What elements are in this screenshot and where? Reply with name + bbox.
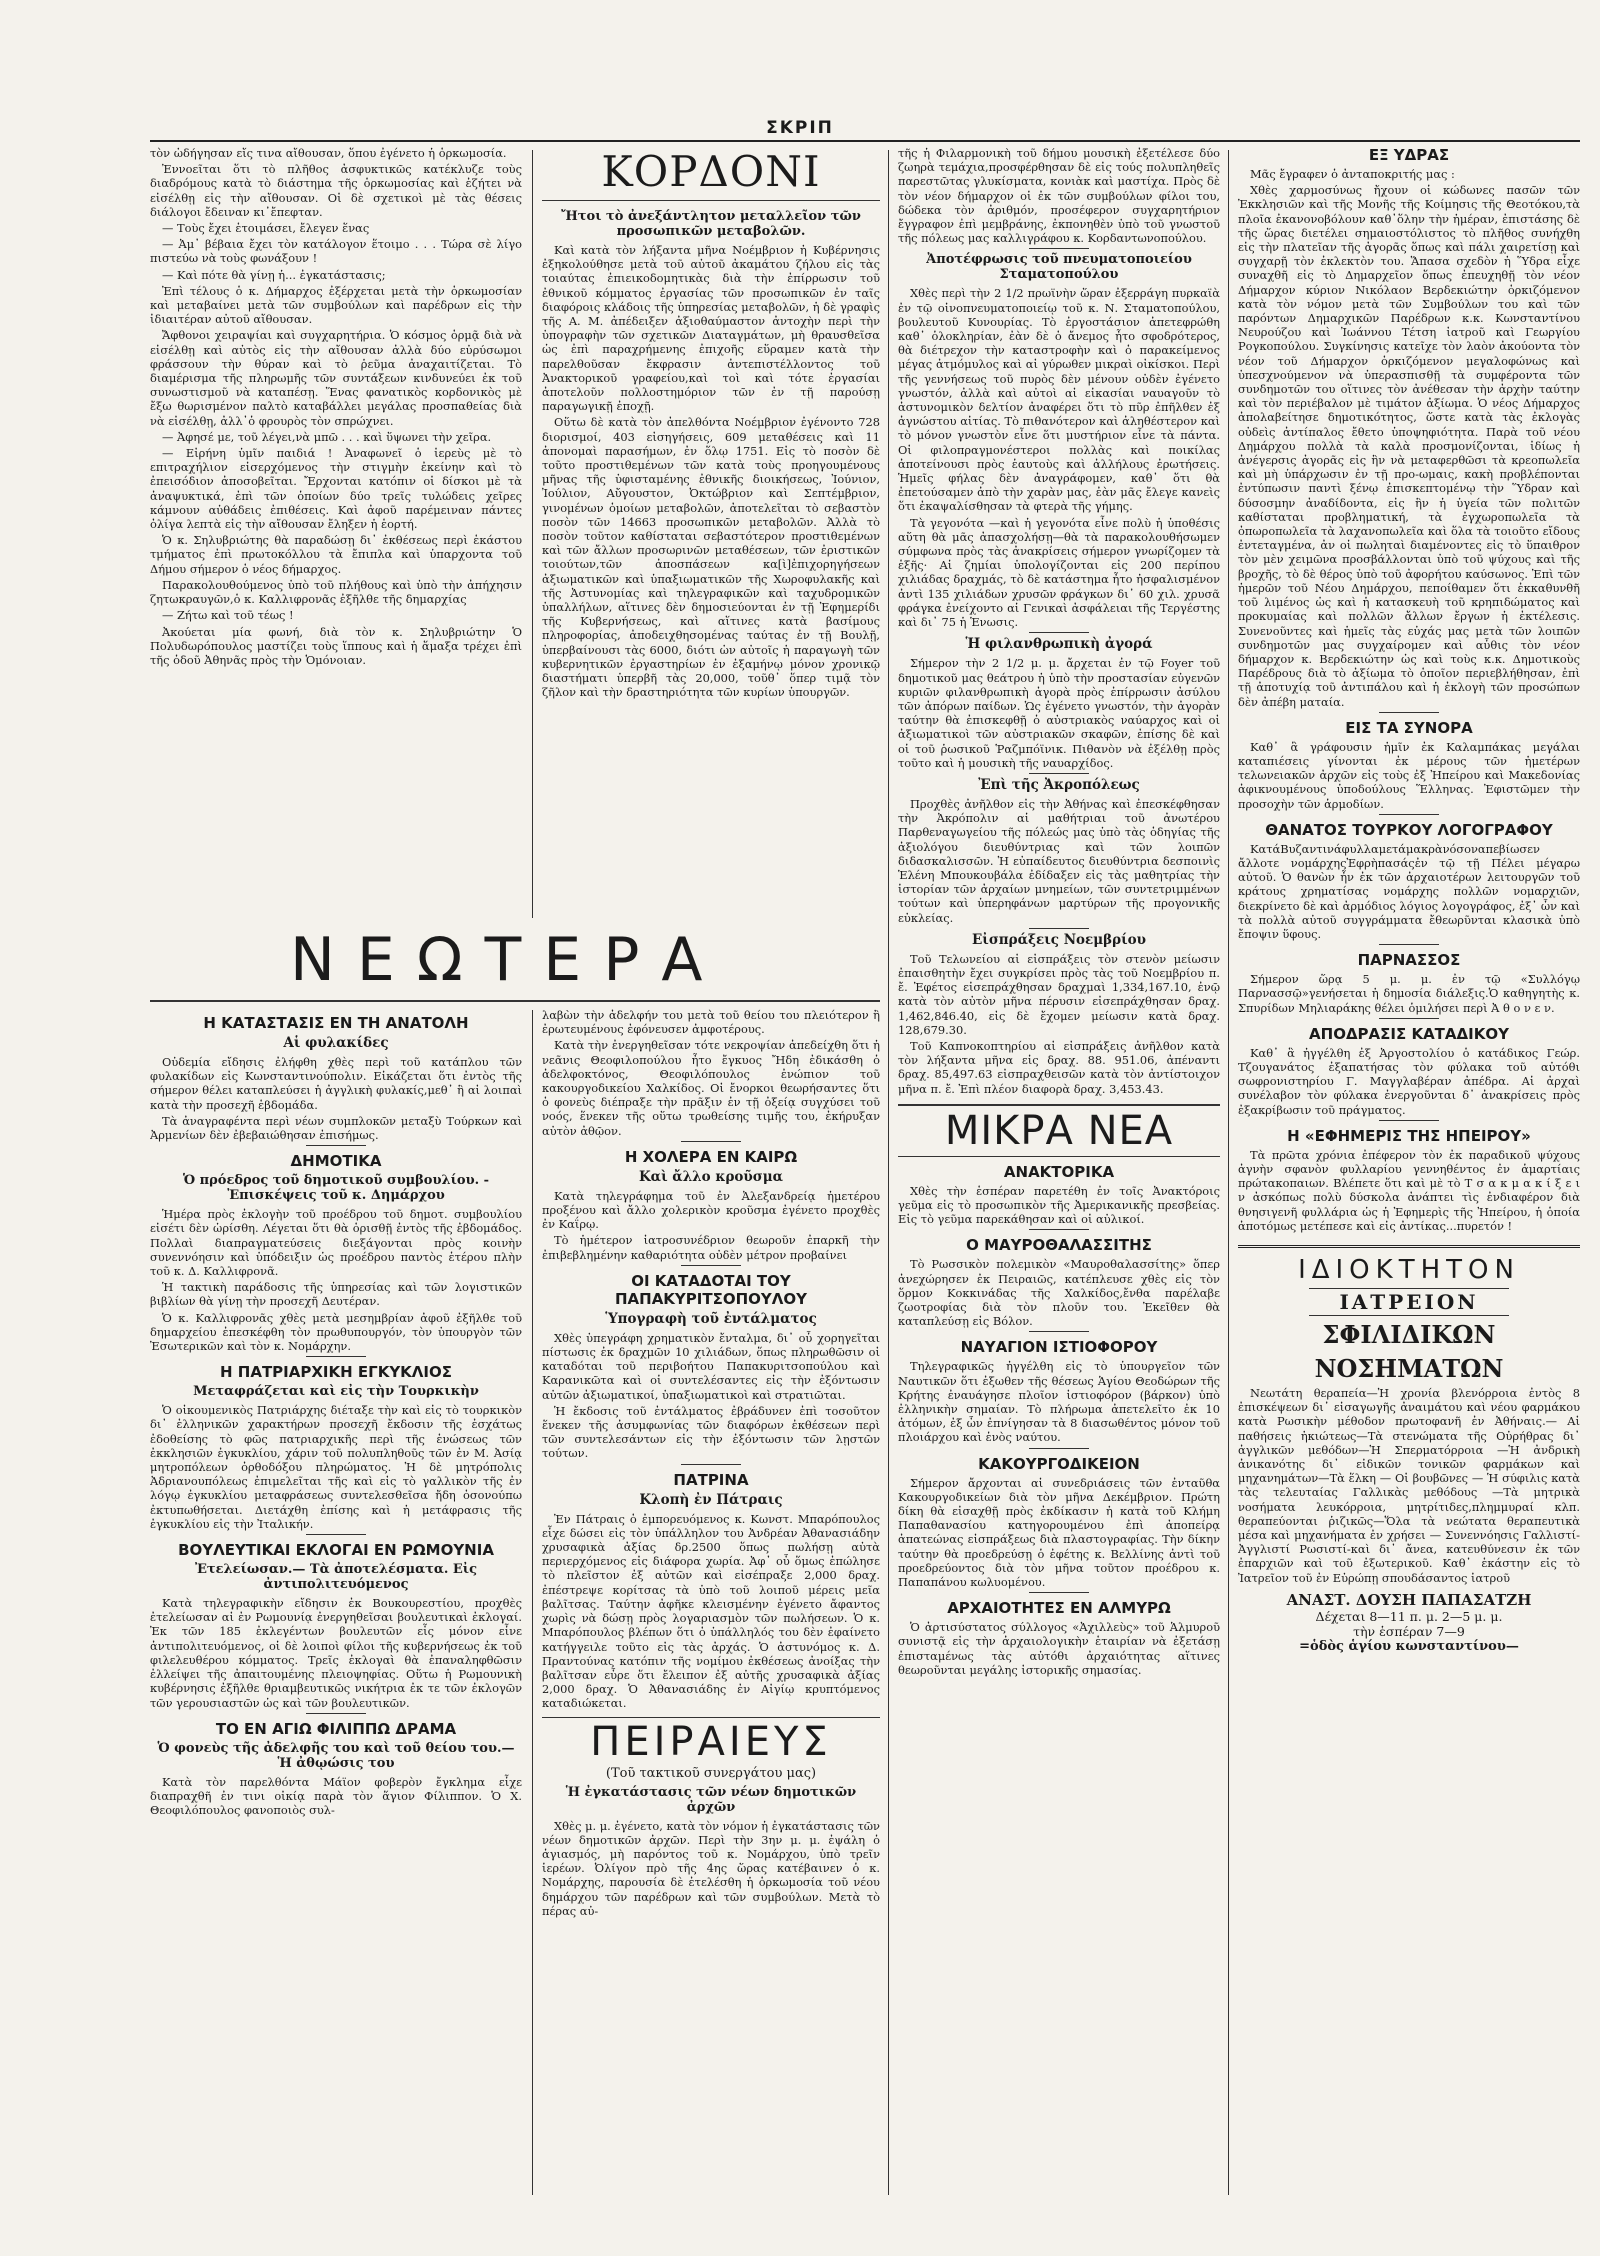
paragraph: Ἡ ἔκδοσις τοῦ ἐντάλματος ἐβράδυνεν ἐπὶ τοσοῦτον ἕνεκεν τῆς ἀσυμφωνίας τῶν διαφόρων ἐκθέσεων περὶ τῶν συντελεσάντων εἰς τὴν ἐξόντωσιν τῶν λῃστῶν τούτων. — [542, 1403, 880, 1461]
paragraph: — Εἰρήνη ὑμῖν παιδιά ! Ἀναφωνεῖ ὁ ἱερεὺς μὲ τὸ επιτραχήλιον εἰσερχόμενος τὴν στιγμὴν ἐκείνην καὶ τὸ ἐπεισόδιον ἀποσοβεῖται. Ἔρχονται κατόπιν οἱ δίσκοι μὲ τὰ ἀναψυκτικά, ἐπὶ τῶν ὁποίων δύο τρεῖς τυλώδεις χεῖρες κάμνουν αὐθάδεις ἐπιθέσεις. Καὶ ἀφοῦ παρέμειναν πάντες ὀλίγα λεπτὰ εἰς τὴν αἴθουσαν ἔληξεν ἡ ἑορτή. — [150, 446, 522, 532]
paragraph: Ὁ κ. Σηλυβριώτης θὰ παραδώσῃ δι᾿ ἐκθέσεως περὶ ἑκάστου τμήματος ἐπὶ πρωτοκόλλου τὰ ἔπιπλα καὶ ὑπαρχοντα τοῦ Δήμου σήμερον ὁ νέος δήμαρχος. — [150, 533, 522, 576]
headline: ΠΑΡΝΑΣΣΟΣ — [1357, 951, 1461, 970]
divider — [306, 1145, 366, 1146]
paragraph: Ἡ τακτικὴ παράδοσις τῆς ὑπηρεσίας καὶ τῶν λογιστικῶν βιβλίων θὰ γίνῃ τὴν προσεχῆ Δευτέραν. — [150, 1280, 522, 1309]
paragraph: Παρακολουθούμενος ὑπὸ τοῦ πλήθους καὶ ὑπὸ τὴν ἀπήχησιν ζητωκραυγῶν,ὁ κ. Καλλιφρονᾶς ἐξῆλθε τῆς δημαρχίας — [150, 577, 522, 607]
divider — [1379, 1120, 1439, 1121]
neotera-banner — [150, 925, 880, 995]
paragraph: Χθὲς περὶ τὴν 2 1/2 πρωϊνὴν ὥραν ἐξερράγη πυρκαϊὰ ἐν τῷ οἰνοπνευματοποιείῳ τοῦ κ. Ν. Σταματοπούλου, βουλευτοῦ Κυνουρίας. Τὸ ἐργοστάσιον ἀπετεφρώθη καθ᾿ ὁλοκληρίαν, ἐὰν δὲ ὁ ἄνεμος ἦτο σφοδρότερος, θὰ διέτρεχον τὴν καταστροφὴν καὶ ὁ παρακείμενος μέγας ἀτμόμυλος καὶ αἱ γύρωθεν μικραὶ οἰκίσκοι. Περὶ τῆς γεννήσεως τοῦ πυρὸς δὲν μένουν οὐδὲν ἐγένετο γνωστόν, ἀλλὰ καὶ αὐτοὶ αἰ εἰκασίαι ναυαγοῦν τὸ ἀστυνομικὸν δελτίον ἀναφέρει ὅτι τὸ πῦρ ἐπῆλθεν ἐξ ἀγνώστου αἰτίας. Τὸ πιθανότερον καὶ ἀληθέστερον καὶ τὸ μόνον γνωστὸν εἶνε ὅτι μυστήριον εἶνε τὰ πάντα. Οἱ φιλοπραγμονέστεροι πολλὰς καὶ ποικίλας ἀποτείνουσι πρὸς ἑαυτοὺς καὶ ἀλλήλους ἐρωτήσεις. Ἡμεῖς φήλας δὲν ἀναγράφομεν, καθ᾿ ὅτι θὰ ἐπετούσαμεν ἀπὸ τὴν χαρὰν μας, ἐὰν μᾶς ἔλεγε κανεὶς ὅτι ἐκαψαλίσθησαν τὰ φτερὰ τῆς γήμης. — [898, 286, 1220, 514]
section-rule — [150, 1000, 880, 1002]
headline: Ο ΜΑΥΡΟΘΑΛΑΣΣΙΤΗΣ — [966, 1236, 1152, 1255]
paragraph: Καὶ κατὰ τὸν λήξαντα μῆνα Νοέμβριον ἡ Κυβέρνησις ἐξηκολούθησε μετὰ τοῦ αὐτοῦ ἀκαμάτου ζήλου εἰς τὰς τοιαύτας ἐπιεικοδομητικὰς διὰ τὴν ἐπίρρωσιν τοῦ ἐθνικοῦ κόμματος ἐργασίας τῶν προσωπικῶν ἐν ταῖς διαφόροις κλάδοις τῆς ὑπηρεσίας μεταβολῶν, ἡ δὲ γραφὶς τῆς Α. Μ. ἀπέδειξεν ἀξιοθαύμαστον ἀντοχὴν περὶ τὴν ὑπογραφὴν τῶν σχετικῶν Διαταγμάτων, μὴ θραυσθεῖσα ὡς ἐπὶ παραχρήμενης ἐπιχοῆς εὕραμεν κατὰ τὴν παρελθοῦσαν ἔκφρασιν ἀντεπιστέλλοντος τοῦ Ἀνακτορικοῦ γραφείου,καὶ τοὶ καὶ τότε ἐργασίαι ἀποτελοῦν πολλοστημόριον τῶν ἐν τῇ παρούσῃ παραγωγικῇ ἐποχῇ. — [542, 243, 880, 414]
paragraph: τὸν ὡδήγησαν εἴς τινα αἴθουσαν, ὅπου ἐγένετο ἡ ὁρκωμοσία. — [150, 146, 507, 160]
paragraph: Σήμερον ἄρχονται αἱ συνεδριάσεις τῶν ἐνταῦθα Κακουργοδικείων διὰ τὸν μῆνα Δεκέμβριον. Πρώτη δίκη θὰ εἰσαχθῇ πρὸς ἐκδίκασιν ἡ κατὰ τοῦ Κλήμη Παπαθανασίου κατηγορουμένου ἐπὶ ἀποπείρᾳ ἀπατεώνας εἰσπράξεως διὰ πλαστογραφίας. Τὴν δίκην ταύτην θὰ προεδρεύσῃ ὁ ἐφέτης κ. Βελλίνης ἀντὶ τοῦ προεδρεύοντος διὰ τὸν μῆνα τοῦτον προέδρου κ. Παπαπάνου κωλυομένου. — [898, 1475, 1220, 1590]
headline: Η ΠΑΤΡΙΑΡΧΙΚΗ ΕΓΚΥΚΛΙΟΣ — [220, 1363, 452, 1382]
divider — [681, 1265, 741, 1266]
headline: ΒΟΥΛΕΥΤΙΚΑΙ ΕΚΛΟΓΑΙ ΕΝ ΡΩΜΟΥΝΙΑ — [178, 1541, 494, 1560]
paragraph: — Ἀφησέ με, τοῦ λέγει,νὰ μπῶ . . . καὶ ὕψωνει τὴν χεῖρα. — [162, 429, 492, 444]
subheadline: Ὑπογραφὴ τοῦ ἐντάλματος — [605, 1310, 817, 1327]
headline: ΕΙΣ ΤΑ ΣΥΝΟΡΑ — [1345, 718, 1473, 737]
divider — [1029, 1448, 1089, 1449]
headline: Η ΚΑΤΑΣΤΑΣΙΣ ΕΝ ΤΗ ΑΝΑΤΟΛΗ — [203, 1014, 469, 1032]
neotera-column-2 — [542, 1008, 880, 2193]
headline: ΑΠΟΔΡΑΣΙΣ ΚΑΤΑΔΙΚΟΥ — [1309, 1024, 1509, 1043]
paragraph: Τὰ γεγονότα —καὶ ἡ γεγονότα εἶνε πολὺ ἡ ὑποθέσις αὕτη θὰ μᾶς ἀπασχολήσῃ—θὰ τὰ παρακολουθήσωμεν σύμφωνα πρὸς τὰς ἀνακρίσεις σήμερον γνωρίζομεν τὰ ἑξῆς· Αἱ ζημίαι ὑπολογίζονται εἰς 200 περίπου χιλιάδας δραχμάς, τὸ δὲ κατάστημα ἦτο ἠσφαλισμένον ἀντὶ 135 χιλιάδων χρυσῶν φράγκων δι᾿ 60 χιλ. χρυσᾶ φράγκα ἐνείχοντο αἱ Γενικαὶ ἀσφάλειαι τῆς Τεργέστης καὶ δι᾿ 75 ἡ Ἑνωσις. — [898, 515, 1220, 630]
paragraph: Καθ᾿ ἃ ἠγγέλθη ἐξ Ἀργοστολίου ὁ κατάδικος Γεώρ. Τζουγανάτος ἐξαπατήσας τὸν φύλακα τοῦ αὐτόθι σωφρονιστηρίου Γ. Μαγγλαβέραν ἀπέδρα. Αἱ ἀρχαὶ συνέλαβον τὸν φύλακα ἐνεργοῦνται δ᾿ ἀνακρίσεις πρὸς ἐξακρίβωσιν τοῦ πράγματος. — [1238, 1045, 1580, 1117]
paragraph: Ἐν Πάτραις ὁ ἐμπορευόμενος κ. Κωνστ. Μπαρόπουλος εἶχε δώσει εἰς τὸν ὑπάλληλον του Ἀνδρέαν Ἀθανασιάδην χρυσαφικὰ ἀξίας δρ.2500 ὅπως πωλήσῃ αὐτὰ περιερχόμενος εἰς διάφορα χωρία. Ἀφ᾿ οὗ ὅμως ἐπώλησε τὸ πλεῖστον ἐξ αὐτῶν καὶ εἰσέπραξε 2,000 δραχ. ἐπέστρεψε κορίτσας τὰ ὑπὸ τοῦ λοιποῦ μέρεις μεῖα βαλῖτσας. Ταύτην ἀφῆκε κλεισμένην ἐγένετο ἄφαντος χωρὶς νὰ δώσῃ πρὸς λογαριασμὸν τῶν πωλήσεων. Ὁ κ. Μπαρόπουλος βλέπων ὅτι ὁ ὑπάλληλός του δὲν ἐφαίνετο κατήγγειλε τοῦτο εἰς τὰς ἀρχάς. Ὁ ἀστυνόμος κ. Δ. Πραντούνας κατόπιν τῆς νομίμου ἐκθέσεως ἀνοίξας τὴν βαλῖτσαν εὗρε ὅτι ἔλειπον ἐξ αὐτῆς χρυσαφικὰ ἀξίας 2,000 δραχ. Ὁ Ἀθανασιάδης ἐν Αἰγίῳ κρυπτόμενος καταδιώκεται. — [542, 1511, 880, 1711]
ad-hours-evening: τὴν ἑσπέραν 7—9 — [1353, 1623, 1465, 1639]
kordoni-article — [542, 146, 880, 916]
paragraph: τῆς ἡ Φιλαρμονικὴ τοῦ δήμου μουσικὴ ἐξετέλεσε δύο ζωηρὰ τεμάχια,προσφέρθησαν δὲ εἰς τούς πολυπληθεῖς παρεστῶτας γλυκίσματα, κονιὰκ καὶ μαστίχα. Πρὸς δὲ τὸν νέον δήμαρχον οἱ ἐκ τῶν συμβούλων φίλοι του, δώδεκα τὸν ἀριθμόν, προσέφερον συγχαρητήριον ἔγγραφον ἐπὶ μεμβράνης, ἐκπονηθὲν ὑπὸ τοῦ γνωστοῦ τῆς πόλεως μας καλλιγράφου κ. Κορδαντωνοπούλου. — [898, 146, 1220, 246]
divider — [681, 1141, 741, 1142]
kordoni-subtitle: Ἤτοι τὸ ἀνεξάντλητον μεταλλεῖον τῶν προσωπικῶν μεταβολῶν. — [561, 209, 861, 239]
byline: (Τοῦ τακτικοῦ συνεργάτου μας) — [605, 1765, 817, 1781]
divider — [1029, 632, 1089, 633]
headline: ΑΝΑΚΤΟΡΙΚΑ — [1003, 1162, 1115, 1181]
paragraph: Τὰ πρῶτα χρόνια ἐπέφερον τὸν ἐκ παραδικοῦ ψύχους ἀγνὴν σφανὸν φυλλαρίου γεννηθέντος ἐν ἁμαρτίαις πρώτακοπαιων. Βλέπετε ὅτι καὶ μὲ τὸ Τ σ α κ μ α κ ί ξ ε ι ν ἀσκόπως πολὺ δύσκολα ἀνάπτει τὶς ἐνδιαφέρον διὰ θνησιγενῆ φυλλάρια ὡς ἡ Ἐφημερὶς τῆς Ἠπείρου, ἡ ὁποία ἀποτόμως μετέπεσε καὶ εἰς ἀντίκας...πυρετόν ! — [1238, 1147, 1580, 1233]
ad-address: =ὁδὸς ἁγίου κωνσταντίνου— — [1299, 1638, 1519, 1654]
column-rule — [532, 1010, 533, 2195]
paragraph: Ὁ οἰκουμενικὸς Πατριάρχης διέταξε τὴν καὶ εἰς τὸ τουρκικὸν δι᾿ ἑλληνικῶν χαρακτήρων προσεχῆ ἔκδοσιν τῆς ἐσχάτως ἐδοθείσης τὸ φῶς πατριαρχικῆς περὶ τῆς ἑνώσεως τῶν ἐκκλησιῶν ἐγκυκλίου, χάριν τοῦ πολυπληθοῦς τῶν ἐν Μ. Ἀσίᾳ μητροπόλεων ὀρθοδόξου πληρώματος. Ἡ δὲ μητρόπολις Ἀδριανουπόλεως ἐπιμελεῖται τῆς καὶ εἰς τὸ γαλλικὸν τῆς ἐν λόγῳ ἐγκυκλίου μεταφράσεως συντελεσθεῖσα ἤδη ὁσονούπω ἐκτυπωθήσεται. Διετάχθη ἐπίσης καὶ ἡ μετάφρασις τῆς ἐγκυκλίου εἰς τὴν Ἰταλικήν. — [150, 1403, 522, 1531]
paragraph: Ὁ κ. Καλλιφρονᾶς χθὲς μετὰ μεσημβρίαν ἀφοῦ ἐξῆλθε τοῦ δημαρχείου ἐπεσκέφθη τὸν πρωθυπουργόν, τὸν ὑπουργὸν τῶν Ἐσωτερικῶν καὶ τὸν κ. Νομάρχην. — [150, 1310, 522, 1354]
column-4 — [1238, 146, 1580, 2191]
ad-line-1: ΙΔΙΟΚΤΗΤΟΝ — [1298, 1255, 1520, 1285]
paragraph: Χθὲς μ. μ. ἐγένετο, κατὰ τὸν νόμον ἡ ἐγκατάστασις τῶν νέων δημοτικῶν ἀρχῶν. Περὶ τὴν 3ην μ. μ. ἐψάλη ὁ ἁγιασμός, μὴ παρόντος τοῦ κ. Νομάρχου, ὑπὸ τρεῖν ἱερέων. Ὀλίγον πρὸ τῆς 4ης ὥρας κατέβαινεν ὁ κ. Νομάρχης, παρουσία δὲ ἐτελέσθη ἡ ὁρκωμοσία τοῦ νέου δημάρχου τῶν παρέδρων καὶ τῶν συμβούλων. Μετὰ τὸ πέρας αὐ- — [542, 1818, 880, 1918]
divider — [1029, 1331, 1089, 1332]
paragraph: Κατὰ τὸν παρελθόντα Μάϊον φοβερὸν ἔγκλημα εἶχε διαπραχθῆ ἐν τινι οἰκίᾳ παρὰ τὸν ἅγιον Φίλιππον. Ὁ Χ. Θεοφιλόπουλος φανοποιὸς συλ- — [150, 1774, 522, 1818]
neotera-column-1 — [150, 1008, 522, 2193]
paragraph: — Καὶ πότε θὰ γίνῃ ἡ... ἐγκατάστασις; — [162, 267, 386, 282]
paragraph: Τὸ Ρωσσικὸν πολεμικὸν «Μαυροθαλασσίτης» ὅπερ ἀνεχώρησεν ἐκ Πειραιῶς, κατέπλευσε χθὲς εἰς τὸν ὅρμον Κοκκινάδας τῆς Χαλκίδος,ἔνθα παρέλαβε ζωοτροφίας διὰ τὸν πλοῦν του. Ἐκεῖθεν θὰ καταπλεύσῃ εἰς Βόλον. — [898, 1257, 1220, 1329]
paragraph: Τὰ ἀναγραφέντα περὶ νέων συμπλοκῶν μεταξὺ Τούρκων καὶ Ἀρμενίων δὲν ἐβεβαιώθησαν ἐπισήμως. — [150, 1113, 522, 1143]
paragraph: Τὸ ἡμέτερον ἰατροσυνέδριον θεωροῦν ἐπαρκῆ τὴν ἐπιβεβλημένην καθαριότητα οὐδὲν μέτρον προβαίνει — [542, 1233, 880, 1262]
subheadline: Ὁ φονεὺς τῆς ἀδελφῆς του καὶ τοῦ θείου του.— Ἡ ἀθῳώσις του — [157, 1740, 515, 1771]
subheadline: Κλοπὴ ἐν Πάτραις — [639, 1491, 783, 1508]
paragraph: Σήμερον τὴν 2 1/2 μ. μ. ἄρχεται ἐν τῷ Foyer τοῦ δημοτικοῦ μας θεάτρου ἡ ὑπὸ τὴν προστασίαν εὐγενῶν κυριῶν φιλανθρωπικὴ ἀγορὰ πρὸς ἐπίρρωσιν ἀσύλου τῶν ἀπόρων παίδων. Ὡς ἐγένετο γνωστόν, τὴν ἀγορὰν ταύτην θὰ ἐπισκεφθῇ ὁ αὐστριακὸς ναύαρχος καὶ οἱ ἀξιωματικοὶ τῶν αὐστριακῶν σκαφῶν, ἐπίσης δὲ καὶ οἱ τοῦ ῥωσικοῦ Ῥαζμπόϊνικ. Πιθανὸν νὰ ἐξέλθῃ πρὸς τοῦτο καὶ ἡ μουσικὴ τῆς ναυαρχίδος. — [898, 656, 1220, 770]
paragraph: Τηλεγραφικῶς ἠγγέλθη εἰς τὸ ὑπουργεῖον τῶν Ναυτικῶν ὅτι ἐξωθεν τῆς θέσεως Ἁγίου Θεοδώρων τῆς Κρήτης ἐναυάγησε πλοῖον ἱστιοφόρον (βάρκον) ὑπὸ ἐλληνικὴν σημαίαν. Τὸ πλήρωμα ἀπετελεῖτο ἐκ 10 ἀτόμων, ἐξ ὧν ἐπνίγησαν τὰ 8 διασωθέντος μόνον τοῦ πλοιάρχου καὶ ἑνὸς ναύτου. — [898, 1359, 1220, 1445]
paragraph: Ἐπὶ τέλους ὁ κ. Δήμαρχος ἐξέρχεται μετὰ τὴν ὁρκωμοσίαν καὶ μεταβαίνει μετὰ τῶν συμβούλων καὶ παρέδρων εἰς τὴν ἰδιαιτέραν αὐτοῦ αἴθουσαν. — [150, 283, 522, 327]
paragraph: — Ζήτω καὶ τοῦ τέως ! — [162, 608, 294, 623]
subheadline: Αἱ φυλακίδες — [283, 1035, 389, 1051]
divider — [1029, 1229, 1089, 1230]
divider — [1029, 773, 1089, 774]
paragraph: Χθὲς τὴν ἑσπέραν παρετέθη ἐν τοῖς Ἀνακτόροις γεῦμα εἰς τὸ προσωπικὸν τῆς Ἀμερικανικῆς πρεσβείας. Εἰς τὸ γεῦμα παρεκάθησαν καὶ οἱ αὐλικοί. — [898, 1183, 1220, 1227]
column-rule — [1228, 150, 1229, 2195]
divider — [306, 1713, 366, 1714]
headline: ΝΑΥΑΓΙΟΝ ΙΣΤΙΟΦΟΡΟΥ — [960, 1338, 1158, 1357]
divider — [306, 1534, 366, 1535]
divider — [1379, 712, 1439, 713]
paragraph: Σήμερον ὥρᾳ 5 μ. μ. ἐν τῷ «Συλλόγῳ Παρνασσῷ»γενήσεται ἡ δημοσία διάλεξις.Ὁ καθηγητὴς κ. Σπυρίδων Μηλιαράκης θέλει ὁμιλήσει περὶ Ἀ θ ο ν ε ν. — [1238, 972, 1580, 1015]
headline: Η ΧΟΛΕΡΑ ΕΝ ΚΑΙΡΩ — [624, 1147, 798, 1166]
headline: Ἀποτέφρωσις τοῦ πνευματοποιείου Σταματοπούλου — [926, 252, 1192, 283]
mikra-nea-title: ΜΙΚΡΑ ΝΕΑ — [944, 1107, 1174, 1154]
paragraph: Ἡμέρα πρὸς ἐκλογὴν τοῦ προέδρου τοῦ δημοτ. συμβουλίου εἰσέτι δὲν ὡρίσθη. Λέγεται ὅτι θὰ ὁρισθῇ ἐντὸς τῆς ἐβδομάδος. Πολλαὶ διαπραγματεύσεις διεξάγονται πρὸς κοινὴν συνεννόησιν καὶ ὑπόδειξιν ὡς προέδρου παντὸς ἑτέρου πλὴν τοῦ κ. Δ. Καλλιφρονᾶ. — [150, 1207, 522, 1279]
paragraph: Τοῦ Τελωνείου αἱ εἰσπράξεις τὸν στενὸν μείωσιν ἐπαισθητὴν ἔχει συγκρίσει πρὸς τὰς τοῦ Νοεμβρίου π. ἔ. Ἐφέτος εἰσεπράχθησαν δραχμαὶ 1,334,167.10, ἐνῷ κατὰ τὸν αὐτὸν μῆνα πέρυσιν εἰσεπράχθησαν δραχ. 1,462,846.40, εἰς δὲ ἔχομεν μείωσιν κατὰ δραχ. 128,679.30. — [898, 951, 1220, 1037]
column-3 — [898, 146, 1220, 2191]
divider — [898, 1156, 1220, 1157]
paragraph: Οὕτω δὲ κατὰ τὸν ἀπελθόντα Νοέμβριον ἐγένοντο 728 διορισμοί, 403 εἰσηγήσεις, 609 μεταθέσεις καὶ 11 ἀπονομαὶ παρασήμων, ἐν ὅλῳ 1751. Εἰς τὸ ποσὸν δὲ τοῦτο προστιθεμένων τῶν κατὰ τοὺς προηγουμένους μῆνας τῆς ὑφισταμένης ἐθνικῆς διοικήσεως, Ἰούνιον, Ἰούλιον, Αὔγουστον, Ὀκτώβριον καὶ Σεπτέμβριον, γινομένων ὁμοίων μεταβολῶν, ἀποτελεῖται τὸ σεβαστὸν ποσὸν τῶν 14663 προσωπικῶν μεταβολῶν. Ἀλλὰ τὸ ποσὸν τοῦτον καθίσταται σεβαστότερον προστιθεμένων καὶ τῶν ἄλλων προσωρινῶν μεταθέσεων, τῶν ἐριστικῶν τοιούτων,τῶν ἀποσπάσεων κα[ὶ]ἐπιχορηγήσεων ἀξιωματικῶν καὶ ὑπαξιωματικῶν τῆς Χωροφυλακῆς καὶ τῆς Ἀστυνομίας καὶ τηλεγραφικῶν καὶ ταχυδρομικῶν ὑπαλλήλων, αἵτινες δὲν δημοσιεύονται ἐν τῇ Ἐφημερίδι τῆς Κυβερνήσεως, καὶ αἵτινες κατὰ βασίμους πληροφορίας, ἀποδειχθησομένας ταύτας ἐν τῇ Βουλῇ, ὑπερβαίνουσι τὰς 6000, διότι ὡν αὐτοῖς ἡ παραγωγὴ τῶν κυβερνητικῶν ἐργαστηρίων ἐν ἐξαμήνῳ μόνον χρονικῷ διαστήματι ὑπερβῆ τὰς 20,000, τοῦθ᾿ ὅπερ τιμᾷ τὸν ζῆλον καὶ τὴν δραστηριότητα τῶν κυρίων ὑπουργῶν. — [542, 415, 880, 700]
kordoni-title: ΚΟΡΔΟΝΙ — [542, 146, 880, 201]
paragraph: Χθὲς ὑπεγράφη χρηματικὸν ἔνταλμα, δι᾿ οὗ χορηγεῖται πίστωσις ἐκ δραχμῶν 10 χιλιάδων, ὅπως πληρωθῶσιν οἱ καταδόται τοῦ περιβοήτου Παπακυριτσοπούλου καὶ Καρανικῶτα καὶ οἱ συντελέσαντες εἰς τὴν ἐξόντωσιν αὐτῶν ἀξιωματικοί, ὑπαξιωματικοὶ καὶ στρατιῶται. — [542, 1330, 880, 1402]
divider — [1379, 814, 1439, 815]
header-rule — [150, 140, 1580, 142]
headline: ΕΞ ΥΔΡΑΣ — [1368, 146, 1450, 164]
divider — [306, 1356, 366, 1357]
column-rule — [532, 150, 533, 918]
headline: Η «ΕΦΗΜΕΡΙΣ ΤΗΣ ΗΠΕΙΡΟΥ» — [1287, 1126, 1531, 1145]
paragraph: Προχθὲς ἀνῆλθον εἰς τὴν Ἀθήνας καὶ ἐπεσκέφθησαν τὴν Ἀκρόπολιν αἱ μαθήτριαι τοῦ ἀνωτέρου Παρθεναγωγείου τῆς πόλεώς μας ὑπὸ τὰς ὁδηγίας τῆς ἀξιολόγου διευθύντριας καὶ τῶν λοιπῶν διδασκαλισσῶν. Ἡ εὐπαίδευτος διευθύντρια δεσποινὶς Ἑλένη Μπουκουβάλα ἐδίδαξεν εἰς τὰς μαθητρίας τὴν ἱστορίαν τῶν ἀρχαίων μνημείων, τῶν συντετριμμένων τούτων καὶ ὑπερηφάνων μαρτύρων τῆς προγονικῆς εὐκλείας. — [898, 796, 1220, 925]
ad-line-2: ΙΑΤΡΕΙΟΝ — [1309, 1288, 1509, 1316]
divider — [1029, 248, 1089, 249]
paragraph: Κατὰ τὴν ἐνεργηθεῖσαν τότε νεκροψίαν ἀπεδείχθη ὅτι ἡ νεᾶνις Θεοφιλοπούλου ἦτο ἔγκυος Ἤδη ἐδικάσθη ὁ ἀδελφοκτόνος, Θεοφιλόπουλος ἐνώπιον τοῦ κακουργοδικείου Χαλκίδος. Οἱ ἔνορκοι θεωρήσαντες ὅτι ὁ φονεὺς διέπραξε τὴν πρᾶξιν ἐν τῇ ὀξείᾳ συγχύσει τοῦ νοός, ἕνεκεν τῆς οὕτω τρωθείσης τιμῆς του, ἐκήρυξαν αὐτὸν ἀθῷον. — [542, 1038, 880, 1138]
headline: ΤΟ ΕΝ ΑΓΙΩ ΦΙΛΙΠΠΩ ΔΡΑΜΑ — [215, 1719, 457, 1738]
paragraph: Ἐννοεῖται ὅτι τὸ πλῆθος ἀσφυκτικῶς κατέκλυζε τοὺς διαδρόμους κατὰ τὸ διάστημα τῆς ὁρκωμοσίας καὶ ἐζήτει νὰ εἰσέλθῃ εἰς τὴν αἴθουσαν. Οἱ δὲ σχετικοὶ μὲ τὰς θέσεις διάλογοι ἔδειναν κι᾿ἔπεφταν. — [150, 162, 522, 219]
paragraph: Καθ᾿ ἃ γράφουσιν ἡμῖν ἐκ Καλαμπάκας μεγάλαι καταπιέσεις γίνονται ἐκ μέρους τῶν ἡμετέρων τελωνειακῶν ἀρχῶν εἰς τοὺς ἐξ Ἠπείρου καὶ Μακεδονίας ἀφικνουμένους ὑποδούλους Ἕλληνας. Ἐφιστῶμεν τὴν προσοχὴν τῶν ἁρμοδίων. — [1238, 739, 1580, 811]
paragraph: Κατὰ τηλεγραφικὴν εἴδησιν ἐκ Βουκουρεστίου, προχθὲς ἐτελείωσαν αἱ ἐν Ρωμουνίᾳ ἐνεργηθεῖσαι βουλευτικαὶ ἐκλογαί. Ἐκ τῶν 185 ἐκλεγέντων βουλευτῶν εἷς μόνον εἶνε ἀντιπολιτευόμενος, οἱ δὲ λοιποὶ φίλοι τῆς κυβερνήσεως ἐκ τοῦ φιλελευθέρου κόμματος. Τρεῖς ἐκλογαὶ θὰ ἐπαναληφθῶσιν ἐλλείψει τῆς ἀπαιτουμένης πλειοψηφίας. Οὕτω ἡ Ρωμουνικὴ κυβέρνησις ἐξῆλθε θριαμβευτικῶς νικήτρια ἐκ τε τῶν ἐκλογῶν τῶν γερουσιαστῶν ὡς καὶ τῶν βουλευτικῶν. — [150, 1596, 522, 1710]
paragraph: ΚατάΒυζαντινάφυλλαμετάμακρὰνόσοναπεβίωσεν ἄλλοτε νομάρχηςἘφρὴπασάςἐν τῷ τῇ Πέλει μέγαρω αὐτοῦ. Ὁ θανὼν ἦν ἐκ τῶν ἀρχαιοτέρων λειτουργῶν τοῦ κράτους χρηματίσας νομάρχης πολλῶν νομαρχιῶν, διεκρίνετο δὲ καὶ ἀρμόδιος λόγιος λογογράφος, ἐξ᾿ ὧν καὶ τὰ πολλὰ αὐτοῦ συγγράμματα ἔθεωρῦνται κλασικὰ ὑπὸ ἔποψιν ὕφους. — [1238, 841, 1580, 941]
paragraph: Νεωτάτη θεραπεία—Ἡ χρονία βλενόρροια ἐντὸς 8 ἐπισκέψεων δι᾿ εἰσαγωγῆς ἀναιμάτου καὶ νέου φαρμάκου κατὰ Ρωσικὴν μέθοδον πρωτοφανῆ ἐν Ἀθήναις.— Αἱ παθήσεις ἡκιώτεως—Τὰ στενώματα τῆς Οὐρήθρας δι᾿ ἀγγλικῶν μεθόδων—Ἡ Σπερματόρροια —Ἡ ἀνδρικὴ ἀνικανότης δι᾿ εἰδικῶν τονικῶν φαρμάκων καὶ μηχανημάτων—Τὰ ἕλκη — Οἱ βουβῶνες — Ἡ σύφιλις κατὰ τὰς τελευταίας Γαλλικὰς μεθόδους —Τὰ μητρικὰ νοσήματα λευκόρροια, μητρίτιδες,πλημμυραί κλπ. θεραπεύονται ῥιζικῶς—Ὅλα τὰ νεώτατα θεραπευτικὰ μέσα καὶ μηχανήματα ἐν χρήσει — Συνεννόησις Γαλλιστί-Ἀγγλιστί Ρωσιστί-καὶ δι᾿ ἄνεα, κατευθύνεσιν ἐκ τῶν ἐπαρχιῶν καὶ τοῦ ἐξωτερικοῦ. Καθ᾿ ἑκάστην εἰς τὸ Ἰατρεῖον τοῦ ἐν Εὐρώπῃ σπουδάσαντος ἰατροῦ — [1238, 1386, 1580, 1585]
paragraph: λαβὼν τὴν ἀδελφήν του μετὰ τοῦ θείου του πλειότερον ἢ ἐρωτευμένους ἐφόνευσεν ἀμφοτέρους. — [542, 1008, 880, 1037]
paragraph: Μᾶς ἔγραφεν ὁ ἀνταποκριτής μας : — [1250, 167, 1455, 181]
paragraph: Οὐδεμία εἴδησις ἐλήφθη χθὲς περὶ τοῦ κατάπλου τῶν φυλακίδων εἰς Κωνσταντινούπολιν. Εἰκάζεται ὅτι ἐντὸς τῆς σήμερον θέλει καταπλεύσει ἡ ἀγγλικὴ φυλακίς,μεθ᾿ ἣ αἱ λοιπαὶ κατὰ τὴν προσεχῆ ἑβδομάδα. — [150, 1055, 522, 1112]
headline: ΚΑΚΟΥΡΓΟΔΙΚΕΙΟΝ — [978, 1454, 1140, 1473]
headline: ΘΑΝΑΤΟΣ ΤΟΥΡΚΟΥ ΛΟΓΟΓΡΑΦΟΥ — [1265, 820, 1553, 839]
headline: Ἡ φιλανθρωπικὴ ἀγορά — [965, 636, 1153, 653]
subheadline: Ἡ ἐγκατάστασις τῶν νέων δημοτικῶν ἀρχῶν — [565, 1784, 857, 1815]
paragraph: Ἄφθονοι χειραψίαι καὶ συγχαρητήρια. Ὁ κόσμος ὁρμᾷ διὰ νὰ εἰσέλθῃ καὶ αὐτὸς εἰς τὴν αἴθουσαν ἀλλὰ δύο εὐρύσωμοι φράσσουν τὴν θύραν καὶ τὸ ῥεῦμα ἀναχαιτίζεται. Τὸ διαμέρισμα τῆς πληρωμῆς τῶν συντάξεων κινδυνεύει ἐκ τοῦ συνωστισμοῦ νὰ καταπέσῃ. Ἕνας φανατικὸς κορδονικὸς μὲ ἔξω θωρισμένον παλτὸ καταβάλλει μεγάλας προσπαθείας διὰ νὰ εἰσέλθῃ, ἀλλ᾿ὁ φρουρὸς τὸν σπρώχνει. — [150, 328, 522, 428]
paragraph: Χθὲς χαρμοσύνως ἤχουν οἱ κώδωνες πασῶν τῶν Ἐκκλησιῶν καὶ τῆς Μονῆς τῆς Κοίμησις τῆς Θεοτόκου,τὰ πλοῖα ἐκανονοβόλουν καθ᾿ὅλην τὴν ἡμέραν, ἐπιστάσης δὲ τῆς ὥρας διετέλει σημαιοστόλιστος τὸ πλῆθος συνήχθη εἰς τὴν πλατεῖαν τῆς ἀγορᾶς ὅπως καὶ πάλι χαιρετίσῃ καὶ συγχαρῇ τὸν ἐκλεκτὸν του. Ἅπασα σχεδὸν ἡ Ὕδρα εἶχε συναχθῆ εἰς τὸ Δημαρχεῖον ὅπως ἐπευχηθῇ τὸν νέον Δήμαρχον κύριον Νικόλαον Βερδεκιώτην ὁρκιζόμενον κατὰ τὸν νόμον μετὰ τῶν Συμβούλων του καὶ τῶν παρόντων Δημαρχικῶν Παρέδρων κ.κ. Κωνσταντίνου Νευρούζου καὶ Ἰωάννου Τέτση ἰατροῦ καὶ Γεωργίου Ρογκοπούλου. Συγκίνησις κατεῖχε τὸν λαὸν ἀκούοντα τὸν νέον τοῦ Δήμαρχον ὁρκιζόμενον μεγαλοφώνως καὶ ὑπεσχνούμενον νὰ ὑπερασπισθῇ τὰ συμφέροντα τῶν συνδημοτῶν του οἵτινες τὸν ἀνέθεσαν τὴν ἀρχὴν ταύτην καὶ τὸν περιέβαλον μὲ τιμάτον ἀξίωμα. Ὁ νέος Δήμαρχος ἀπολαβείτησε δημοτικότητος, ὥστε κατὰ τὰς ἐκλογὰς οὐδεὶς ἀντίπαλος ἔθετο ὑποψηφιότητα. Παρὰ τοῦ νέου Δημάρχου πολλὰ τὰ καλὰ προσμονίζονται, ἰδίως ἡ ἀνέγερσις ἀγορᾶς εἰς ἣν νὰ μεταφερθῶσι τὰ κρεοπωλεῖα καὶ μὴ ὑπάρχωσιν ἐν τῇ προ-ωμαις, κακὴ προβλέπονται ἐντύπωσιν παντὶ ξένῳ ἐπισκεπτομένῳ τὴν Ὕδραν καὶ δύσοσμην ἀναδίδοντα, εἰς ἣν ἡ ὑγεία τῶν πολιτῶν καθίσταται προβληματική, τὰ ἐγχωροπωλεῖα τὰ ὀπωροπωλεῖα τὰ λαχανοπωλεῖα καὶ ὅλα τὰ τοιοῦτο εἴδους ἐντεταγμένα, ἀν οἱ πωληταὶ διαμένοντες εἰς τὸ ὕπαιθρον τὸν μὲν χειμῶνα προσβάλλονται ὑπὸ τοῦ ψύχους καὶ τῆς βροχῆς, τὸ δὲ θέρος ὑπὸ τοῦ ἀφορήτου καύσωνος. Ἐπὶ τῶν ἡμερῶν τοῦ Νέου Δημάρχου, πεποίθαμεν ὅτι ἐκκαθυνθῆ τοῦ λιμένος ὡς καὶ ἡ κατασκευὴ τοῦ κρηπιδώματος καὶ προκυμαίας καὶ πολλῶν ἄλλων ἔργων ἡ ἐκτέλεσις. Συνενοῦντες καὶ ἡμεῖς τὰς εὐχάς μας μετὰ τῶν λοιπῶν συνδημοτῶν μας συγχαίρομεν καὶ αὖθις τὸν νέον δήμαρχον κ. Βερδεκιώτην ὡς καὶ τοὺς κ.κ. Δημοτικοὺς Παρέδρους διὰ τὸ ἀξίωμα τὸ ὁποῖον περιεβλήθησαν, ἐπὶ τῇ ἀποτυχίᾳ τοῦ ἀντιπάλου καὶ ἡ ἐκλογὴ τῶν προσώπων δὲν ἀπέβη ματαία. — [1238, 183, 1580, 709]
ad-hours: Δέχεται 8—11 π. μ. 2—5 μ. μ. — [1315, 1608, 1503, 1624]
piraeus-title: ΠΕΙΡΑΙΕΥΣ — [590, 1718, 832, 1765]
subheadline: Μεταφράζεται καὶ εἰς τὴν Τουρκικὴν — [193, 1384, 479, 1400]
headline: Ἐπὶ τῆς Ἀκροπόλεως — [978, 776, 1140, 793]
paragraph: Ἀκούεται μία φωνή, διὰ τὸν κ. Σηλυβριώτην Ὁ Πολυδωρόπουλος μαστίζει τοὺς ἵππους καὶ ἡ ἅμαξα τρέχει ἐπὶ τῆς ὁδοῦ Ἀθηνᾶς πρὸς τὴν Ὁμόνοιαν. — [150, 624, 522, 667]
paragraph: Ὁ ἀρτισύστατος σύλλογος «Ἀχιλλεὺς» τοῦ Ἁλμυροῦ συνιστᾷ εἰς τὴν ἀρχαιολογικὴν ἑταιρίαν νὰ ἐξετάσῃ ἐπισταμένως τὰς αὐτόθι ἀρχαιότητας αἵτινες θεωροῦνται μεγάλης ἱστορικῆς σημασίας. — [898, 1620, 1220, 1677]
page-header: ΣΚΡΙΠ — [766, 118, 834, 138]
subheadline: Καὶ ἄλλο κροῦσμα — [638, 1168, 784, 1185]
headline: Εἰσπράξεις Νοεμβρίου — [972, 931, 1146, 948]
headline: ΑΡΧΑΙΟΤΗΤΕΣ ΕΝ ΑΛΜΥΡΩ — [947, 1599, 1171, 1618]
paragraph: Κατὰ τηλεγράφημα τοῦ ἐν Ἀλεξανδρείᾳ ἡμετέρου προξένου καὶ ἄλλο χολερικὸν κροῦσμα ἐγένετο προχθὲς ἐν Καΐρῳ. — [542, 1188, 880, 1232]
subheadline: Ἐτελείωσαν.— Τὰ ἀποτελέσματα. Εἰς ἀντιπολιτευόμενος — [194, 1562, 477, 1593]
clinic-advertisement — [1238, 1245, 1580, 1654]
paragraph: Τοῦ Καπνοκοπτηρίου αἱ εἰσπράξεις ἀνῆλθον κατὰ τὸν λήξαντα μῆνα εἰς δραχ. 88. 951.06, ἀπέναντι δραχ. 85,497.63 εἰσπραχθεισῶν κατὰ τὸν ἀντίστοιχον μῆνα π. ἔ. Ἐπὶ πλέον διαφορὰ δραχ. 3,453.43. — [898, 1038, 1220, 1096]
paragraph: — Ἀμ᾿ βέβαια ἔχει τὸν κατάλογον ἕτοιμο . . . Τώρα σὲ λίγο πιστεύω νὰ τοὺς φωνάξουν ! — [150, 237, 522, 266]
divider — [1379, 1018, 1439, 1019]
divider — [1029, 928, 1089, 929]
ad-line-3: ΣΦΙΛΙΔΙΚΩΝ ΝΟΣΗΜΑΤΩΝ — [1314, 1320, 1504, 1383]
headline: ΔΗΜΟΤΙΚΑ — [290, 1152, 382, 1171]
neotera-title: ΝΕΩΤΕΡΑ — [290, 925, 725, 995]
article-continuation — [150, 146, 522, 916]
headline: ΟΙ ΚΑΤΑΔΟΤΑΙ ΤΟΥ ΠΑΠΑΚΥΡΙΤΣΟΠΟΥΛΟΥ — [614, 1271, 807, 1308]
paragraph: — Τοὺς ἔχει ἑτοιμάσει, ἔλεγεν ἕνας — [162, 221, 370, 236]
divider — [681, 1464, 741, 1465]
subheadline: Ὁ πρόεδρος τοῦ δημοτικοῦ συμβουλίου. - Ἐπισκέψεις τοῦ κ. Δημάρχου — [182, 1173, 490, 1204]
divider — [1029, 1592, 1089, 1593]
headline: ΠΑΤΡΙΝΑ — [673, 1470, 749, 1489]
divider — [1379, 944, 1439, 945]
column-rule — [888, 150, 889, 2195]
ad-doctor-name: ΑΝΑΣΤ. ΔΟΥΣΗ ΠΑΠΑΣΑΤΖΗ — [1286, 1590, 1532, 1609]
